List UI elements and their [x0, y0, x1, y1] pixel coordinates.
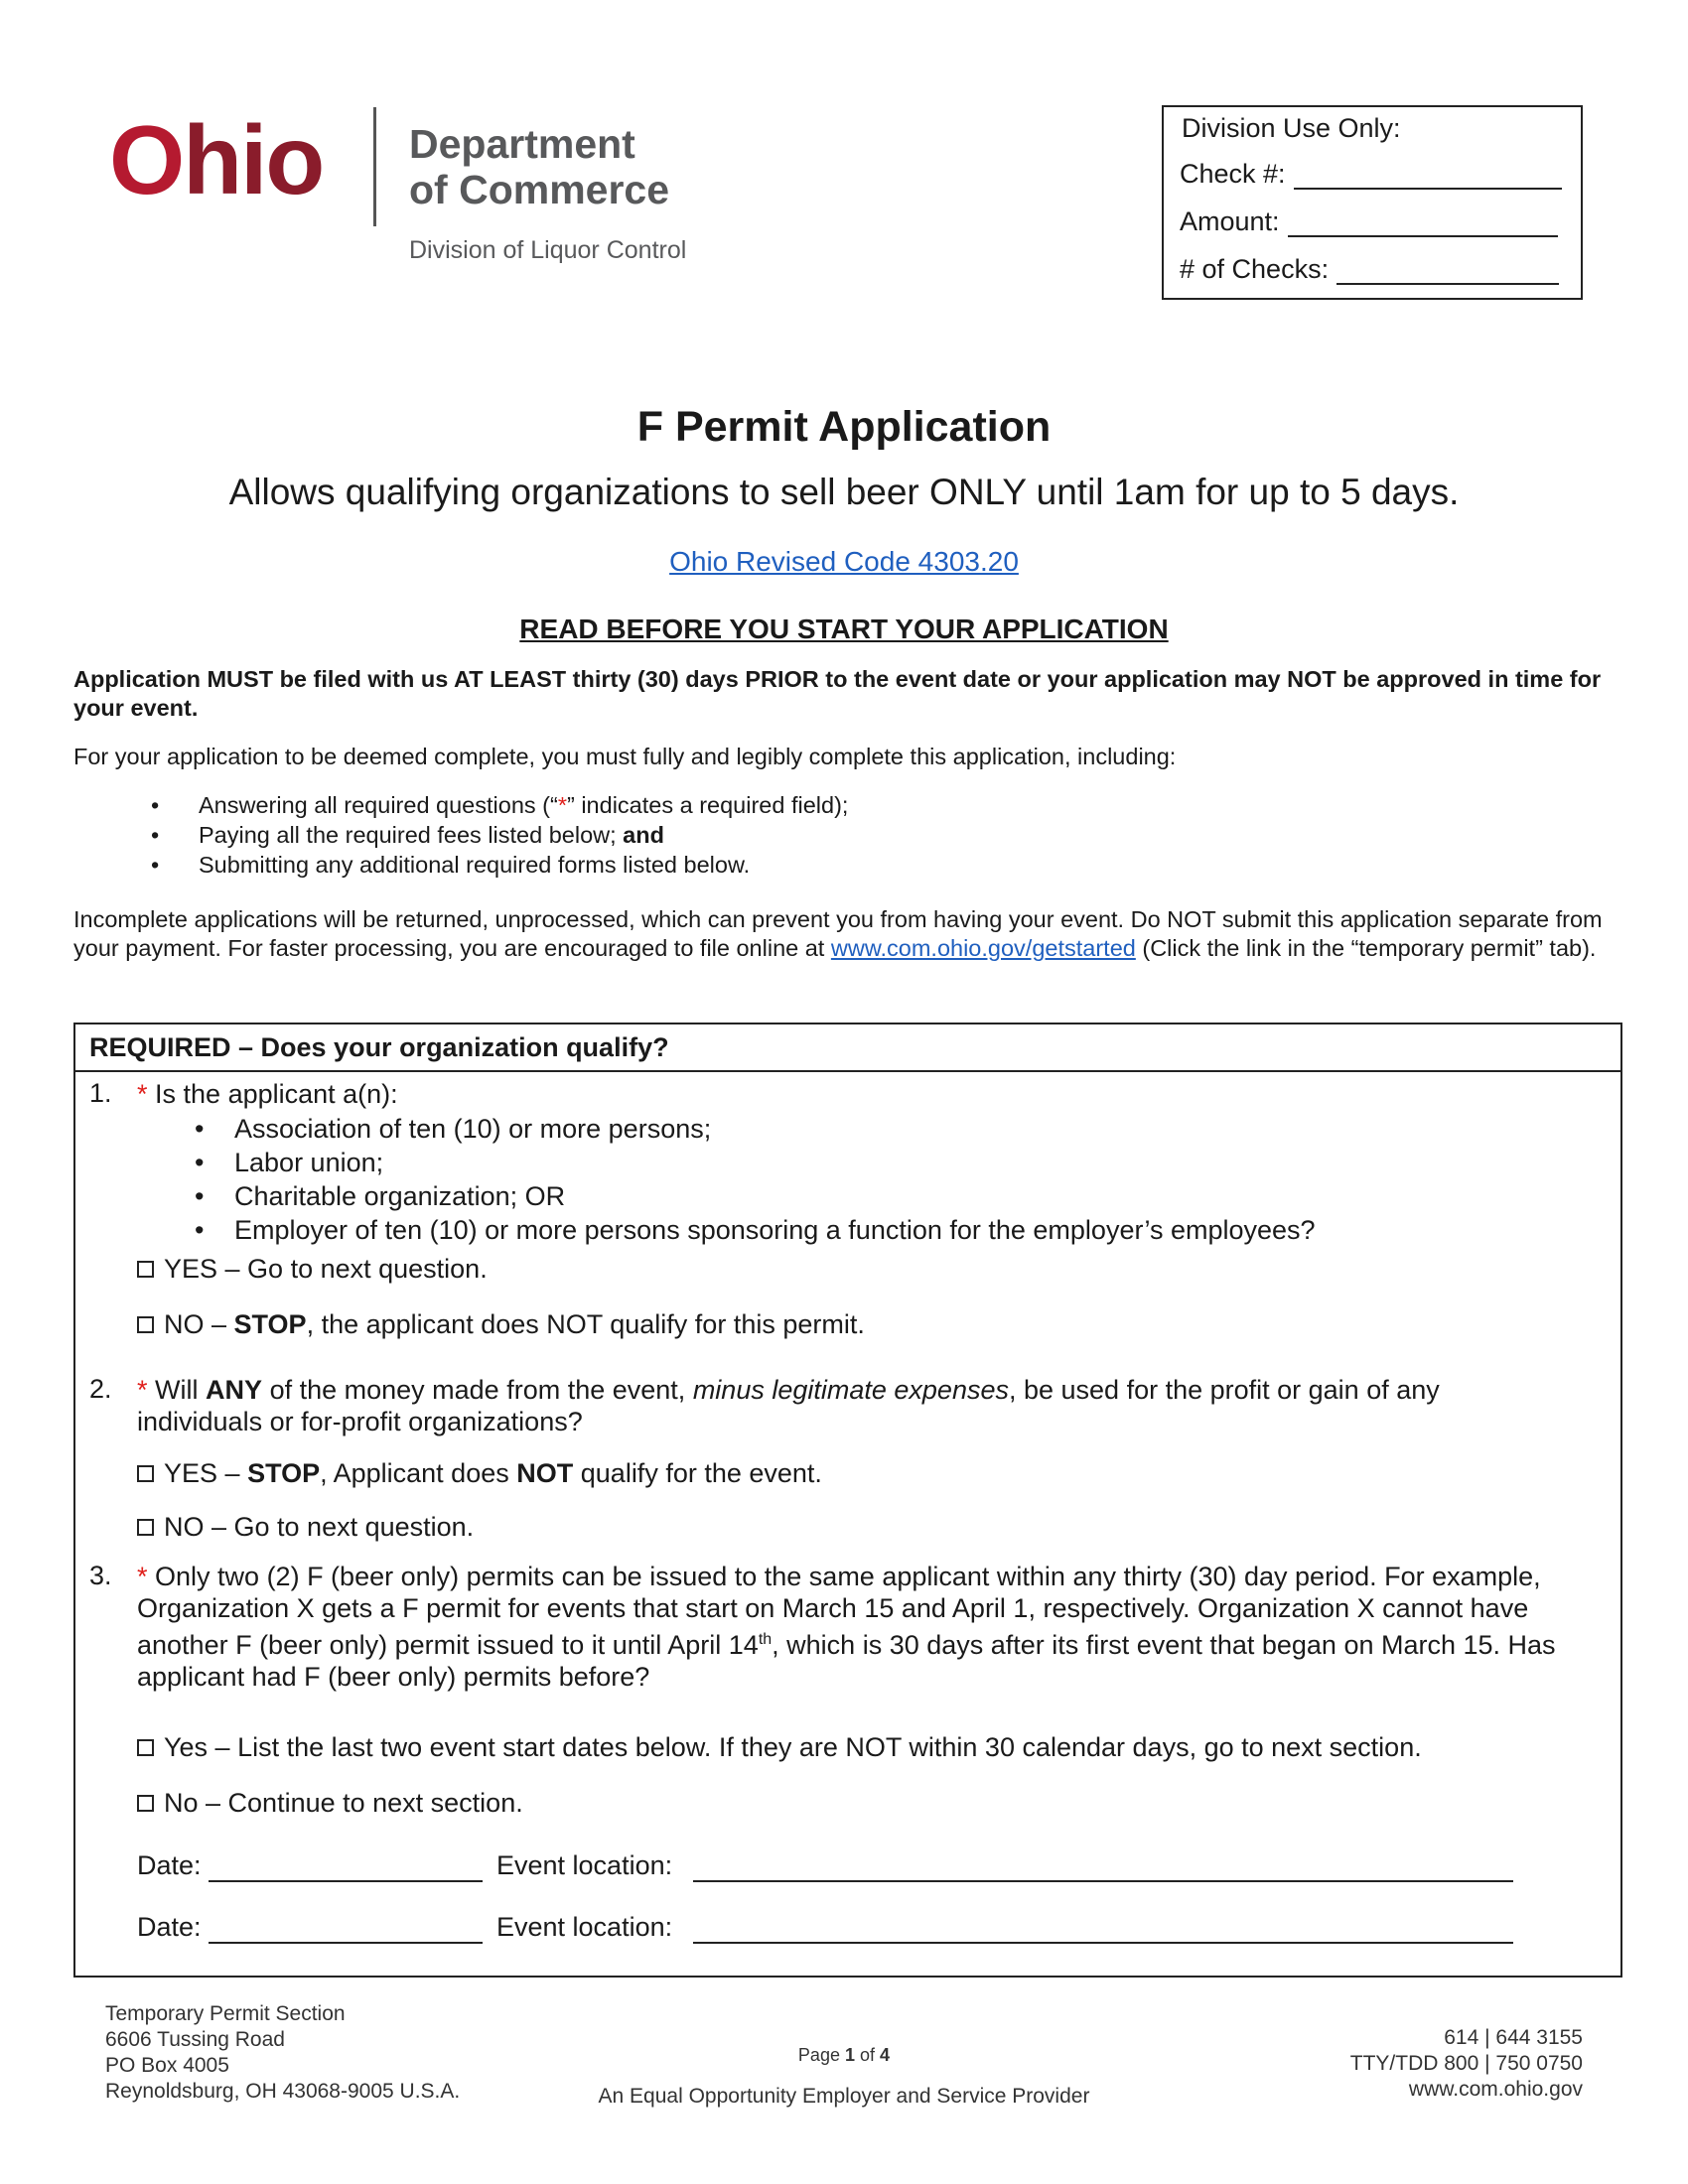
check-number-label: Check #:	[1180, 159, 1286, 189]
date-label-1: Date:	[137, 1850, 202, 1880]
requirements-list	[151, 790, 849, 880]
question-1-options	[195, 1112, 1316, 1247]
question-2-text: * Will ANY of the money made from the event, minus legitimate expenses, be used for the profit or gain of any individuals or for-profit organizations?	[137, 1375, 1440, 1436]
date-field-1[interactable]	[209, 1878, 483, 1882]
page-subtitle: Allows qualifying organizations to sell beer ONLY until 1am for up to 5 days.	[228, 472, 1460, 512]
filing-deadline-notice: Application MUST be filed with us AT LEAST thirty (30) days PRIOR to the event date or your application may NOT be approved in time for your event.	[73, 666, 1602, 721]
list-item: • Answering all required questions (“*” indicates a required field);	[151, 792, 849, 818]
footer-website-link[interactable]: www.com.ohio.gov	[1408, 2078, 1583, 2101]
division-name: Division of Liquor Control	[409, 236, 687, 264]
question-3-number: 3.	[89, 1561, 112, 1590]
list-item: • Charitable organization; OR	[195, 1181, 566, 1211]
amount-label: Amount:	[1180, 206, 1280, 236]
q2-yes-option[interactable]: YES – STOP , Applicant does NOT qualify for the event.	[137, 1457, 822, 1489]
logo-divider	[373, 107, 376, 226]
q3-no-checkbox[interactable]	[137, 1795, 154, 1812]
equal-opportunity-statement: An Equal Opportunity Employer and Service Provider	[598, 2085, 1090, 2108]
checks-count-field[interactable]	[1336, 255, 1559, 285]
q3-yes-checkbox[interactable]	[137, 1739, 154, 1756]
amount-row	[1180, 206, 1558, 237]
list-item: • Paying all the required fees listed below; and	[151, 822, 664, 848]
q2-no-checkbox[interactable]	[137, 1519, 154, 1536]
question-3-text: * Only two (2) F (beer only) permits can be issued to the same applicant within any thirty (30) day period. For example, Organization X gets a F permit for events that start on March 15 and April 1, respectively. Organization X cannot have another F (beer only) permit issued to it until April 14th, which is 30 days after its first event that began on March 15. Has applicant had F (beer only) permits before?	[137, 1562, 1556, 1692]
q2-no-option[interactable]: NO – Go to next question.	[137, 1511, 474, 1543]
qualification-heading: REQUIRED – Does your organization qualify?	[75, 1024, 1620, 1072]
logo-rest: hio	[183, 105, 324, 214]
q1-no-checkbox[interactable]	[137, 1316, 154, 1333]
ohio-revised-code-link[interactable]: Ohio Revised Code 4303.20	[669, 546, 1019, 577]
question-1-text: * Is the applicant a(n):	[137, 1079, 398, 1109]
footer-contact: 614 | 644 3155 TTY/TDD 800 | 750 0750 www.com.ohio.gov	[1349, 2026, 1583, 2101]
department-name	[409, 121, 669, 212]
question-2-number: 2.	[89, 1374, 112, 1404]
checks-count-label: # of Checks:	[1180, 254, 1330, 284]
division-use-box	[1162, 105, 1583, 300]
ohio-logo	[109, 105, 324, 214]
q1-yes-option[interactable]: YES – Go to next question.	[137, 1253, 488, 1285]
date-label-2: Date:	[137, 1912, 202, 1942]
question-1-number: 1.	[89, 1078, 112, 1108]
q3-no-option[interactable]: No – Continue to next section.	[137, 1787, 523, 1819]
check-number-field[interactable]	[1294, 160, 1562, 190]
division-use-title: Division Use Only:	[1182, 113, 1401, 143]
event-location-label-1: Event location:	[496, 1850, 673, 1880]
amount-field[interactable]	[1288, 207, 1558, 237]
page-number: Page 1 of 4	[797, 2045, 891, 2065]
footer-address: Temporary Permit Section 6606 Tussing Road PO Box 4005 Reynoldsburg, OH 43068-9005 U.S.A.	[105, 2002, 461, 2103]
logo-o: O	[109, 105, 184, 214]
check-number-row	[1180, 159, 1562, 190]
date-field-2[interactable]	[209, 1940, 483, 1944]
q3-yes-option[interactable]: Yes – List the last two event start dates below. If they are NOT within 30 calendar days, go to next section.	[137, 1731, 1422, 1763]
dept-line-1: Department	[409, 121, 635, 167]
list-item: • Employer of ten (10) or more persons sponsoring a function for the employer’s employees?	[195, 1215, 1316, 1245]
event-location-field-1[interactable]	[693, 1878, 1513, 1882]
event-location-label-2: Event location:	[496, 1912, 673, 1942]
checks-count-row	[1180, 254, 1559, 285]
q2-yes-checkbox[interactable]	[137, 1465, 154, 1482]
incomplete-notice: Incomplete applications will be returned, unprocessed, which can prevent you from having your event. Do NOT submit this application separate from your payment. For faster processing, you are encouraged to file online at www.com.ohio.gov/getstarted (Click the link in the “temporary permit” tab).	[73, 906, 1603, 961]
q1-no-option[interactable]: NO – STOP , the applicant does NOT qualify for this permit.	[137, 1308, 865, 1340]
dept-line-2: of Commerce	[409, 167, 670, 212]
getstarted-link[interactable]: www.com.ohio.gov/getstarted	[830, 935, 1136, 961]
event-location-field-2[interactable]	[693, 1940, 1513, 1944]
q1-yes-checkbox[interactable]	[137, 1261, 154, 1278]
list-item: • Association of ten (10) or more persons;	[195, 1114, 712, 1144]
completeness-intro: For your application to be deemed complete, you must fully and legibly complete this application, including:	[73, 744, 1177, 769]
list-item: • Submitting any additional required forms listed below.	[151, 852, 751, 878]
qualification-section	[73, 1023, 1622, 1978]
list-item: • Labor union;	[195, 1148, 384, 1177]
read-before-heading: READ BEFORE YOU START YOUR APPLICATION	[519, 614, 1169, 644]
page-title: F Permit Application	[636, 403, 1052, 451]
